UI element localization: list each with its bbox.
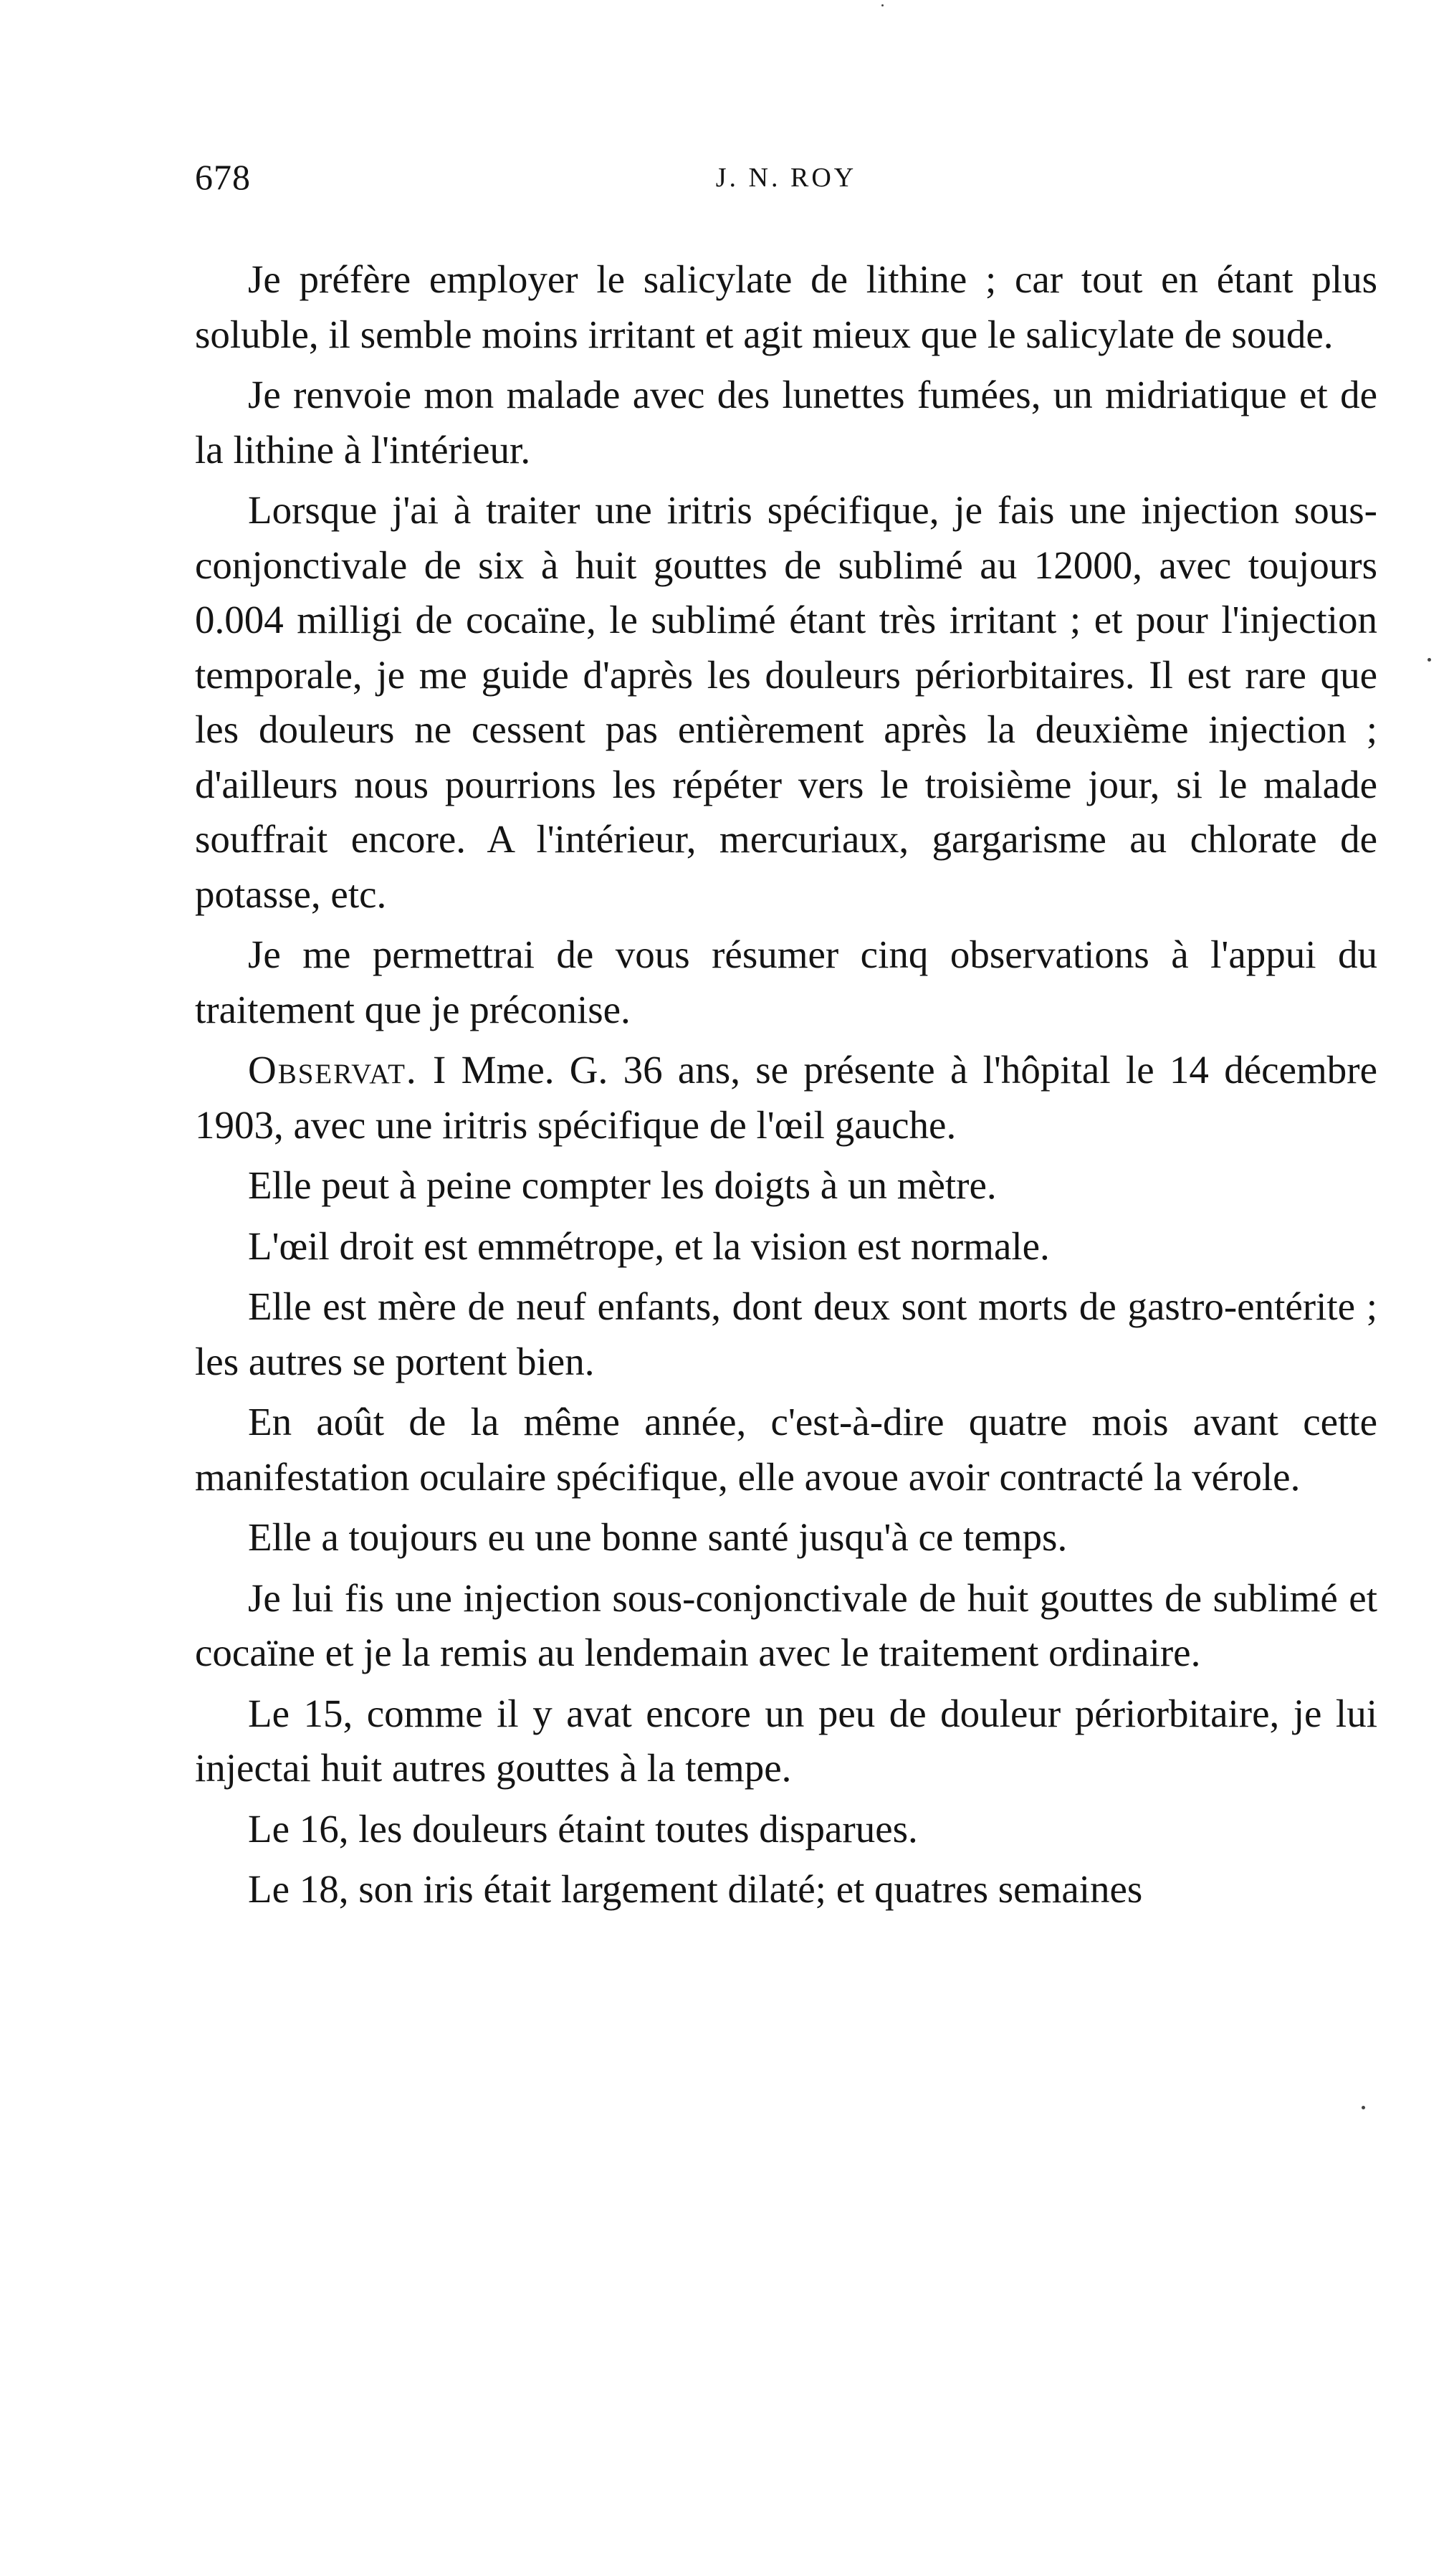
paragraph: Je lui fis une injection sous-conjonctivale de huit gouttes de sublimé et cocaïne et je la remis au lendemain avec le traitement ordinaire. [195, 1575, 1377, 1674]
paragraph: L'œil droit est emmétrope, et la vision est normale. [248, 1223, 1050, 1268]
page-number: 678 [195, 157, 251, 197]
paragraph: En août de la même année, c'est-à-dire quatre mois avant cette manifestation oculaire spécifique, elle avoue avoir contracté la vérole. [195, 1400, 1377, 1499]
running-head: J. N. ROY [715, 163, 857, 193]
print-speck [1362, 2106, 1365, 2109]
body-text [195, 252, 1377, 1923]
paragraph: Le 16, les douleurs étaint toutes disparues. [248, 1806, 918, 1851]
paragraph: Le 18, son iris était largement dilaté; et quatres semaines [248, 1867, 1143, 1911]
paragraph: Je me permettrai de vous résumer cinq observations à l'appui du traitement que je préconise. [195, 932, 1377, 1031]
print-speck [1428, 658, 1431, 662]
paragraph: Lorsque j'ai à traiter une iritris spécifique, je fais une injection sous-conjonctivale de six à huit gouttes de sublimé au 12000, avec toujours 0.004 milligi de cocaïne, le sublimé étant très irritant ; et pour l'injection temporale, je me guide d'après les douleurs périorbitaires. Il est rare que les douleurs ne cessent pas entièrement après la deuxième injection ; d'ailleurs nous pourrions les répéter vers le troisième jour, si le malade souffrait encore. A l'intérieur, mercuriaux, gargarisme au chlorate de potasse, etc. [195, 488, 1377, 916]
observation-text: I Mme. G. 36 ans, se présente à l'hôpital le 14 décembre 1903, avec une iritris spécifique de l'œil gauche. [195, 1048, 1377, 1147]
paragraph: Le 15, comme il y avat encore un peu de douleur périorbitaire, je lui injectai huit autres gouttes à la tempe. [195, 1691, 1377, 1790]
paragraph: Je renvoie mon malade avec des lunettes fumées, un midriatique et de la lithine à l'intérieur. [195, 373, 1377, 472]
paragraph: Elle peut à peine compter les doigts à un mètre. [248, 1163, 997, 1207]
observation-paragraph [195, 1043, 1377, 1153]
paragraph: Elle a toujours eu une bonne santé jusqu'à ce temps. [248, 1515, 1068, 1559]
paragraph: Je préfère employer le salicylate de lithine ; car tout en étant plus soluble, il semble moins irritant et agit mieux que le salicylate de soude. [195, 257, 1377, 356]
paragraph: Elle est mère de neuf enfants, dont deux sont morts de gastro-entérite ; les autres se portent bien. [195, 1284, 1377, 1383]
print-speck [881, 4, 884, 6]
observation-label: Observat. [248, 1048, 418, 1092]
page-header [195, 156, 1377, 206]
